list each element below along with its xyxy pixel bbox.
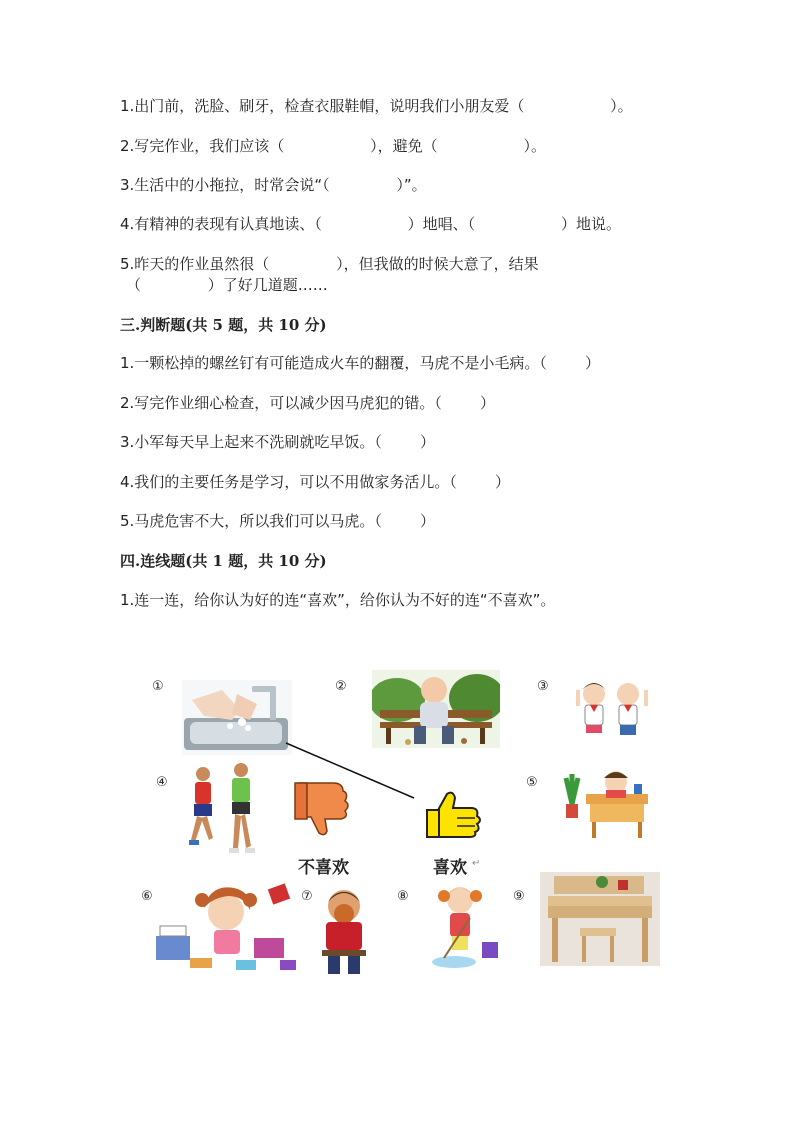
- judge-item-1: 1.一颗松掉的螺丝钉有可能造成火车的翻覆，马虎不是小毛病。（ ）: [120, 354, 600, 372]
- thumbs-up-icon: [423, 790, 485, 838]
- picture-number-8: ⑧: [397, 889, 409, 904]
- fill-item-3: 3.生活中的小拖拉，时常会说“（ ）”。: [120, 176, 427, 194]
- picture-number-4: ④: [156, 775, 168, 790]
- section4-title: 四.连线题(共 1 题，共 10 分): [120, 552, 327, 570]
- return-mark-icon: ↵: [472, 858, 481, 869]
- messy-girl-picture: [150, 878, 302, 974]
- boy-eating-picture: [316, 884, 372, 978]
- picture-number-9: ⑨: [513, 889, 525, 904]
- picture-number-5: ⑤: [526, 775, 538, 790]
- picture-number-3: ③: [537, 679, 549, 694]
- fill-item-5: 5.昨天的作业虽然很（ ），但我做的时候大意了，结果: [120, 255, 539, 273]
- children-saluting-picture: [570, 676, 652, 740]
- dislike-label: 不喜欢: [298, 858, 349, 878]
- wooden-desk-picture: [540, 872, 660, 966]
- section3-title: 三.判断题(共 5 题，共 10 分): [120, 316, 327, 334]
- runners-picture: [183, 760, 263, 864]
- picture-number-2: ②: [335, 679, 347, 694]
- judge-item-5: 5.马虎危害不大，所以我们可以马虎。（ ）: [120, 512, 435, 530]
- judge-item-4: 4.我们的主要任务是学习，可以不用做家务活儿。（ ）: [120, 473, 510, 491]
- matching-connection-line: [280, 735, 420, 805]
- fill-item-5-cont: （ ）了好几道题……: [126, 276, 328, 294]
- tidy-desk-picture: [556, 764, 652, 840]
- matching-instruction: 1.连一连，给你认为好的连“喜欢”，给你认为不好的连“不喜欢”。: [120, 591, 556, 609]
- hand-washing-picture: [182, 680, 292, 755]
- girl-mopping-picture: [424, 878, 504, 972]
- like-label: 喜欢: [433, 858, 467, 878]
- picture-number-1: ①: [152, 679, 164, 694]
- fill-item-4: 4.有精神的表现有认真地读、（ ）地唱、（ ）地说。: [120, 215, 621, 233]
- picture-number-6: ⑥: [141, 889, 153, 904]
- fill-item-2: 2.写完作业，我们应该（ ），避免（ ）。: [120, 137, 546, 155]
- judge-item-3: 3.小军每天早上起来不洗刷就吃早饭。（ ）: [120, 433, 435, 451]
- picture-number-7: ⑦: [301, 889, 313, 904]
- judge-item-2: 2.写完作业细心检查，可以减少因马虎犯的错。（ ）: [120, 394, 495, 412]
- fill-item-1: 1.出门前，洗脸、刷牙，检查衣服鞋帽，说明我们小朋友爱（ ）。: [120, 97, 633, 115]
